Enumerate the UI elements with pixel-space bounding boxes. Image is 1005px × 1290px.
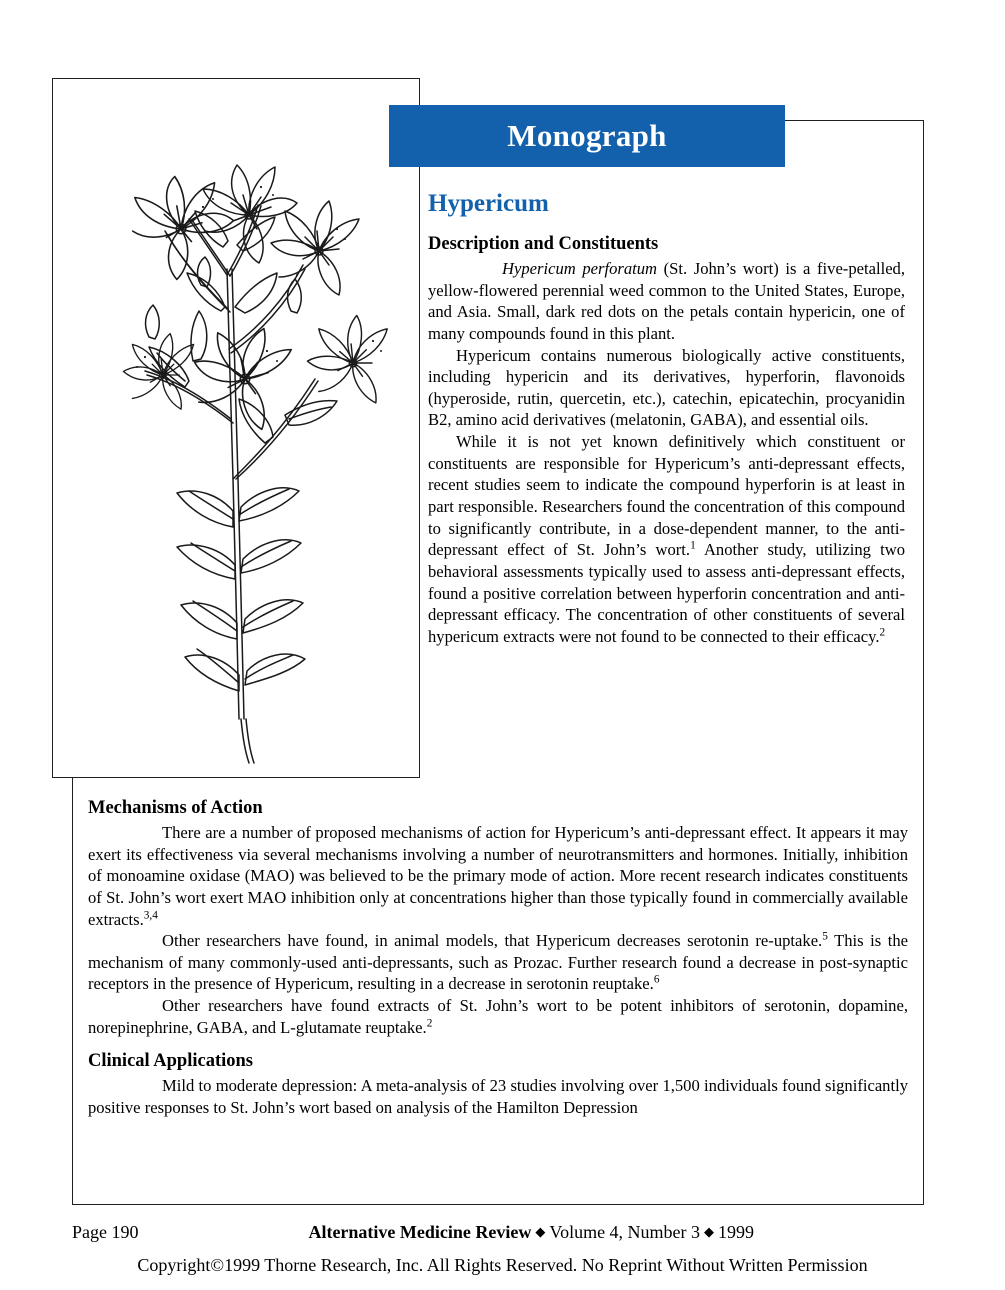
paragraph-mechanisms-1-text: There are a number of proposed mechanisms of action for Hypericum’s anti-depressant effect. It appears it may exert its effectiveness via several mechanisms involving a number of neurotransmitters and hormones. Initially, inhibition of monoamine oxidase (MAO) was believed to be the primary mode of action. More recent research indicates constituents of St. John’s wort exert MAO inhibition only at concentrations higher than those typically found in commercially available extracts. [88,823,908,929]
footnote-ref-5: 5 [822,930,828,943]
diamond-icon-2: ◆ [704,1224,715,1239]
paragraph-description-3b: Another study, utilizing two behavioral assessments typically used to assess anti-depressant effects, found a positive correlation between hyperforin concentration and anti-depressant efficacy. The concentration of other constituents of several hypericum extracts were not found to be connected to their efficacy. [428,540,906,646]
paragraph-mechanisms-2b: This is the mechanism of many commonly-used anti-depressants, such as Prozac. Further research found a decrease in post-synaptic receptors in the presence of Hypericum, resulting in a decrease in serotonin reuptake. [88,931,908,994]
footer-page-number: Page 190 [72,1222,139,1242]
paragraph-clinical-1: Mild to moderate depression: A meta-analysis of 23 studies involving over 1,500 individuals found significantly positive responses to St. John’s wort based on analysis of the Hamilton Depression [88,1076,908,1118]
paragraph-mechanisms-2 [88,930,908,995]
footnote-ref-34: 3,4 [143,909,158,922]
paragraph-description-2: Hypericum contains numerous biologically active constituents, including hypericin and its derivatives, hyperforin, flavonoids (hyperoside, rutin, quercetin, etc.), catechin, epicatechin, procyanidin B2, amino acid derivatives (melatonin, GABA), and essential oils. [428,345,905,430]
paragraph-mechanisms-2a: Other researchers have found, in animal models, that Hypericum decreases serotonin re-uptake. [162,931,823,951]
paragraph-description-1 [428,258,905,345]
footer-volume: Volume 4, Number 3 [549,1222,701,1242]
plant-drawing-svg [53,79,419,777]
footer-copyright: Copyright©1999 Thorne Research, Inc. All Rights Reserved. No Reprint Without Written Permission [137,1255,868,1275]
paragraph-mechanisms-3 [88,995,908,1038]
paragraph-description-1-text: (St. John’s wort) is a five-petalled, yellow-flowered perennial weed common to the United States, Europe, and Asia. Small, dark red dots on the petals contain hypericin, one of many compounds found in this plant. [428,259,906,343]
paragraph-description-3 [428,431,905,647]
footer-year: 1999 [718,1222,755,1242]
species-name: Hypericum perforatum [502,259,658,278]
footnote-ref-2b: 2 [426,1017,433,1030]
footnote-ref-2: 2 [879,626,886,639]
lower-section [88,798,908,1119]
section-heading-clinical: Clinical Applications [88,1051,253,1072]
page-footer [72,1222,924,1243]
footer-journal-name: Alternative Medicine Review [308,1222,532,1242]
paragraph-description-3a: While it is not yet known definitively which constituent or constituents are responsible for Hypericum’s anti-depressant effects, recent studies seem to indicate the compound hyperforin is at least in part responsible. Researchers found the concentration of this compound to significantly contribute, in a dose-dependent manner, to the anti-depressant effect of St. John’s wort. [428,432,905,560]
section-heading-mechanisms: Mechanisms of Action [88,798,263,818]
diamond-icon: ◆ [535,1224,546,1239]
monograph-banner [389,105,785,167]
paragraph-mechanisms-1 [88,822,908,930]
hypericum-plant-illustration [52,78,420,778]
section-heading-description: Description and Constituents [428,234,659,254]
footer-citation [139,1222,925,1243]
footnote-ref-1: 1 [690,539,696,552]
paragraph-mechanisms-3-text: Other researchers have found extracts of St. John’s wort to be potent inhibitors of serotonin, dopamine, norepinephrine, GABA, and L-glutamate reuptake. [88,996,908,1037]
right-column [428,190,905,648]
footnote-ref-6: 6 [653,973,660,986]
page-title: Hypericum [428,190,549,217]
banner-title: Monograph [507,118,667,153]
